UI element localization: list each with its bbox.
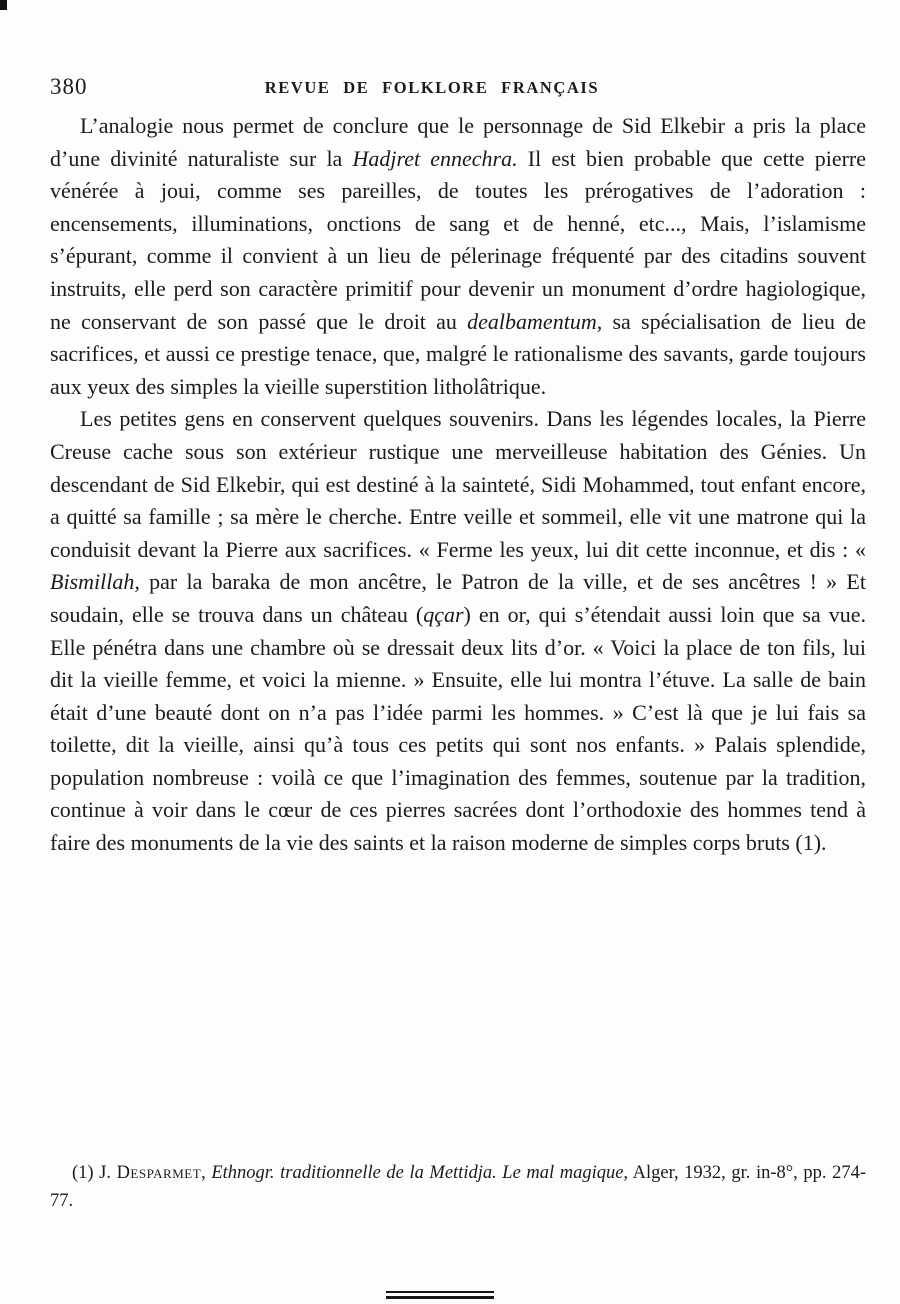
page-header: [50, 74, 864, 108]
body-text: [50, 110, 866, 860]
paragraph-2: Les petites gens en conservent quelques souvenirs. Dans les légendes locales, la Pierre Creuse cache sous son extérieur rustique une merveilleuse habitation des Génies. Un descendant de Sid Elkebir, qui est destiné à la sainteté, Sidi Mohammed, tout enfant encore, a quitté sa famille ; sa mère le cherche. Entre veille et sommeil, elle vit une matrone qui la conduisit devant la Pierre aux sacrifices. « Ferme les yeux, lui dit cette inconnue, et dis : « Bismillah, par la baraka de mon ancêtre, le Patron de la ville, et de ses ancêtres ! » Et soudain, elle se trouva dans un château (qçar) en or, qui s’étendait aussi loin que sa vue. Elle pénétra dans une chambre où se dressait deux lits d’or. « Voici la place de ton fils, lui dit la vieille femme, et voici la mienne. » Ensuite, elle lui montra l’étuve. La salle de bain était d’une beauté dont on n’a pas l’idée parmi les hommes. » C’est là que je lui fais sa toilette, dit la vieille, ainsi qu’à tous ces petits qui sont nos enfants. » Palais splendide, population nombreuse : voilà ce que l’imagination des femmes, soutenue par la tradition, continue à voir dans le cœur de ces pierres sacrées dont l’orthodoxie des hommes tend à faire des monuments de la vie des saints et la raison moderne de simples corps bruts (1).: [50, 406, 867, 856]
bottom-rule-thick: [386, 1296, 494, 1299]
footnote-text: (1) J. Desparmet, Ethnogr. traditionnelle de la Mettidja. Le mal magique, Alger, 1932, gr. in-8°, pp. 274-77.: [50, 1163, 866, 1211]
footnote-block: [50, 1160, 866, 1215]
scan-artifact: [0, 0, 7, 10]
bottom-rule: [386, 1291, 494, 1299]
paragraph-1: L’analogie nous permet de conclure que le personnage de Sid Elkebir a pris la place d’une divinité naturaliste sur la Hadjret ennechra. Il est bien probable que cette pierre vénérée à joui, comme ses pareilles, de toutes les prérogatives de l’adoration : encensements, illuminations, onctions de sang et de henné, etc..., Mais, l’islamisme s’épurant, comme il convient à un lieu de pélerinage fréquenté par des citadins souvent instruits, elle perd son caractère primitif pour devenir un monument d’ordre hagiologique, ne conservant de son passé que le droit au dealbamentum, sa spécialisation de lieu de sacrifices, et aussi ce prestige tenace, que, malgré le rationalisme des savants, garde toujours aux yeux des simples la vieille superstition litholâtrique.: [50, 113, 867, 399]
running-title: REVUE DE FOLKLORE FRANÇAIS: [264, 78, 600, 97]
bottom-rule-thin: [386, 1291, 494, 1293]
page-number: 380: [50, 74, 88, 99]
